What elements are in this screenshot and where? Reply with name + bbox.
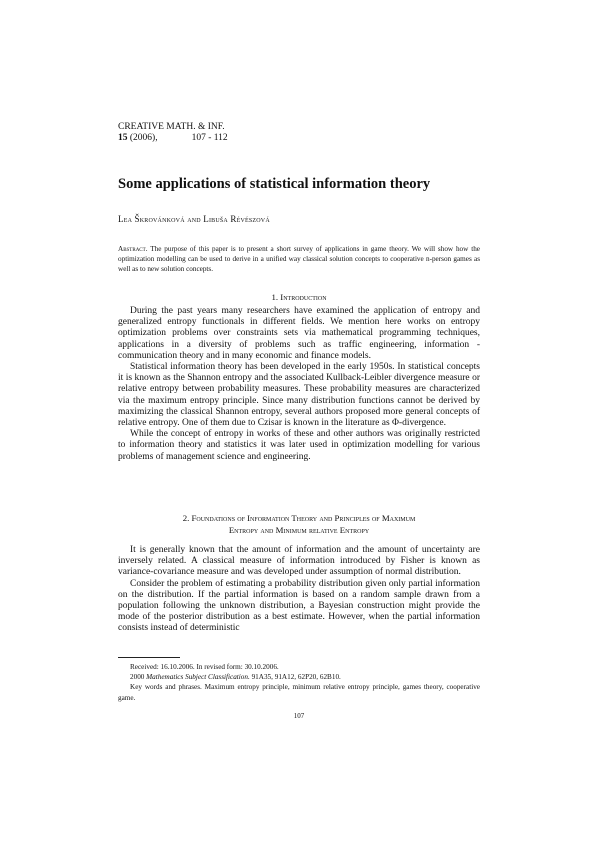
footnote-received: Received: 16.10.2006. In revised form: 30.10.2006. (130, 663, 279, 671)
footnote-keywords: Key words and phrases. Maximum entropy principle, minimum relative entropy principle, games theory, cooperative game. (118, 683, 480, 702)
section-2-heading (118, 512, 480, 536)
journal-header (118, 122, 228, 144)
paper-authors: Lea Škrovánková and Libuša Révészová (118, 214, 270, 224)
paragraph: While the concept of entropy in works of these and other authors was originally restricted to information theory and statistics it was later used in optimization modelling for various problems of management science and engineering. (118, 429, 480, 462)
section-2-heading-line2: Entropy and Minimum relative Entropy (228, 525, 370, 535)
abstract-text: The purpose of this paper is to present a short survey of applications in game theory. We will show how the optimization modelling can be used to derive in a unified way classical solution concepts to cooperative n-person games as well as to new solution concepts. (118, 245, 480, 274)
section-2-body (118, 545, 480, 635)
journal-year: (2006), (129, 133, 158, 143)
journal-name: CREATIVE MATH. & INF. (118, 122, 225, 132)
msc-label: Mathematics Subject Classification. (146, 673, 250, 682)
section-1-body (118, 306, 480, 463)
footnotes (118, 662, 480, 703)
paragraph: It is generally known that the amount of information and the amount of uncertainty are inversely related. A classical measure of information introduced by Fisher is known as variance-covariance measure and was developed under assumption of normal distribution. (118, 545, 480, 578)
footnote-msc (118, 672, 480, 682)
msc-codes: 91A35, 91A12, 62P20, 62B10. (249, 673, 341, 682)
msc-prefix: 2000 (130, 673, 147, 682)
abstract (118, 244, 480, 275)
paragraph: Consider the problem of estimating a probability distribution given only partial information on the distribution. If the partial information is based on a random sample drawn from a population following the unknown distribution, a Bayesian construction might provide the mode of the posterior distribution as a best estimate. However, when the partial information consists instead of deterministic (118, 578, 480, 634)
paragraph: During the past years many researchers have examined the application of entropy and generalized entropy functionals in different fields. We mention here works on entropy optimization problems over constraints sets via mathematical programming techniques, applications in a diversity of problems such as traffic engineering, information - communication theory and in many economic and finance models. (118, 306, 480, 361)
paragraph: Statistical information theory has been developed in the early 1950s. In statistical concepts it is known as the Shannon entropy and the associated Kullback-Leibler divergence measure or relative entropy between probability measures. These probability measures are characterized via the maximum entropy principle. Since many distribution functions cannot be derived by maximizing the classical Shannon entropy, several authors proposed more general concepts of relative entropy. One of them due to Czisar is known in the literature as Φ-divergence. (118, 362, 480, 429)
footnote-divider (118, 657, 180, 658)
abstract-label: Abstract. (118, 245, 148, 253)
journal-volume: 15 (118, 133, 128, 143)
section-1-heading: 1. Introduction (271, 292, 327, 302)
section-2-heading-line1: 2. Foundations of Information Theory and Principles of Maximum (182, 513, 416, 523)
journal-pages: 107 - 112 (191, 133, 228, 143)
page-number: 107 (293, 712, 305, 720)
paper-title: Some applications of statistical information theory (118, 176, 431, 192)
